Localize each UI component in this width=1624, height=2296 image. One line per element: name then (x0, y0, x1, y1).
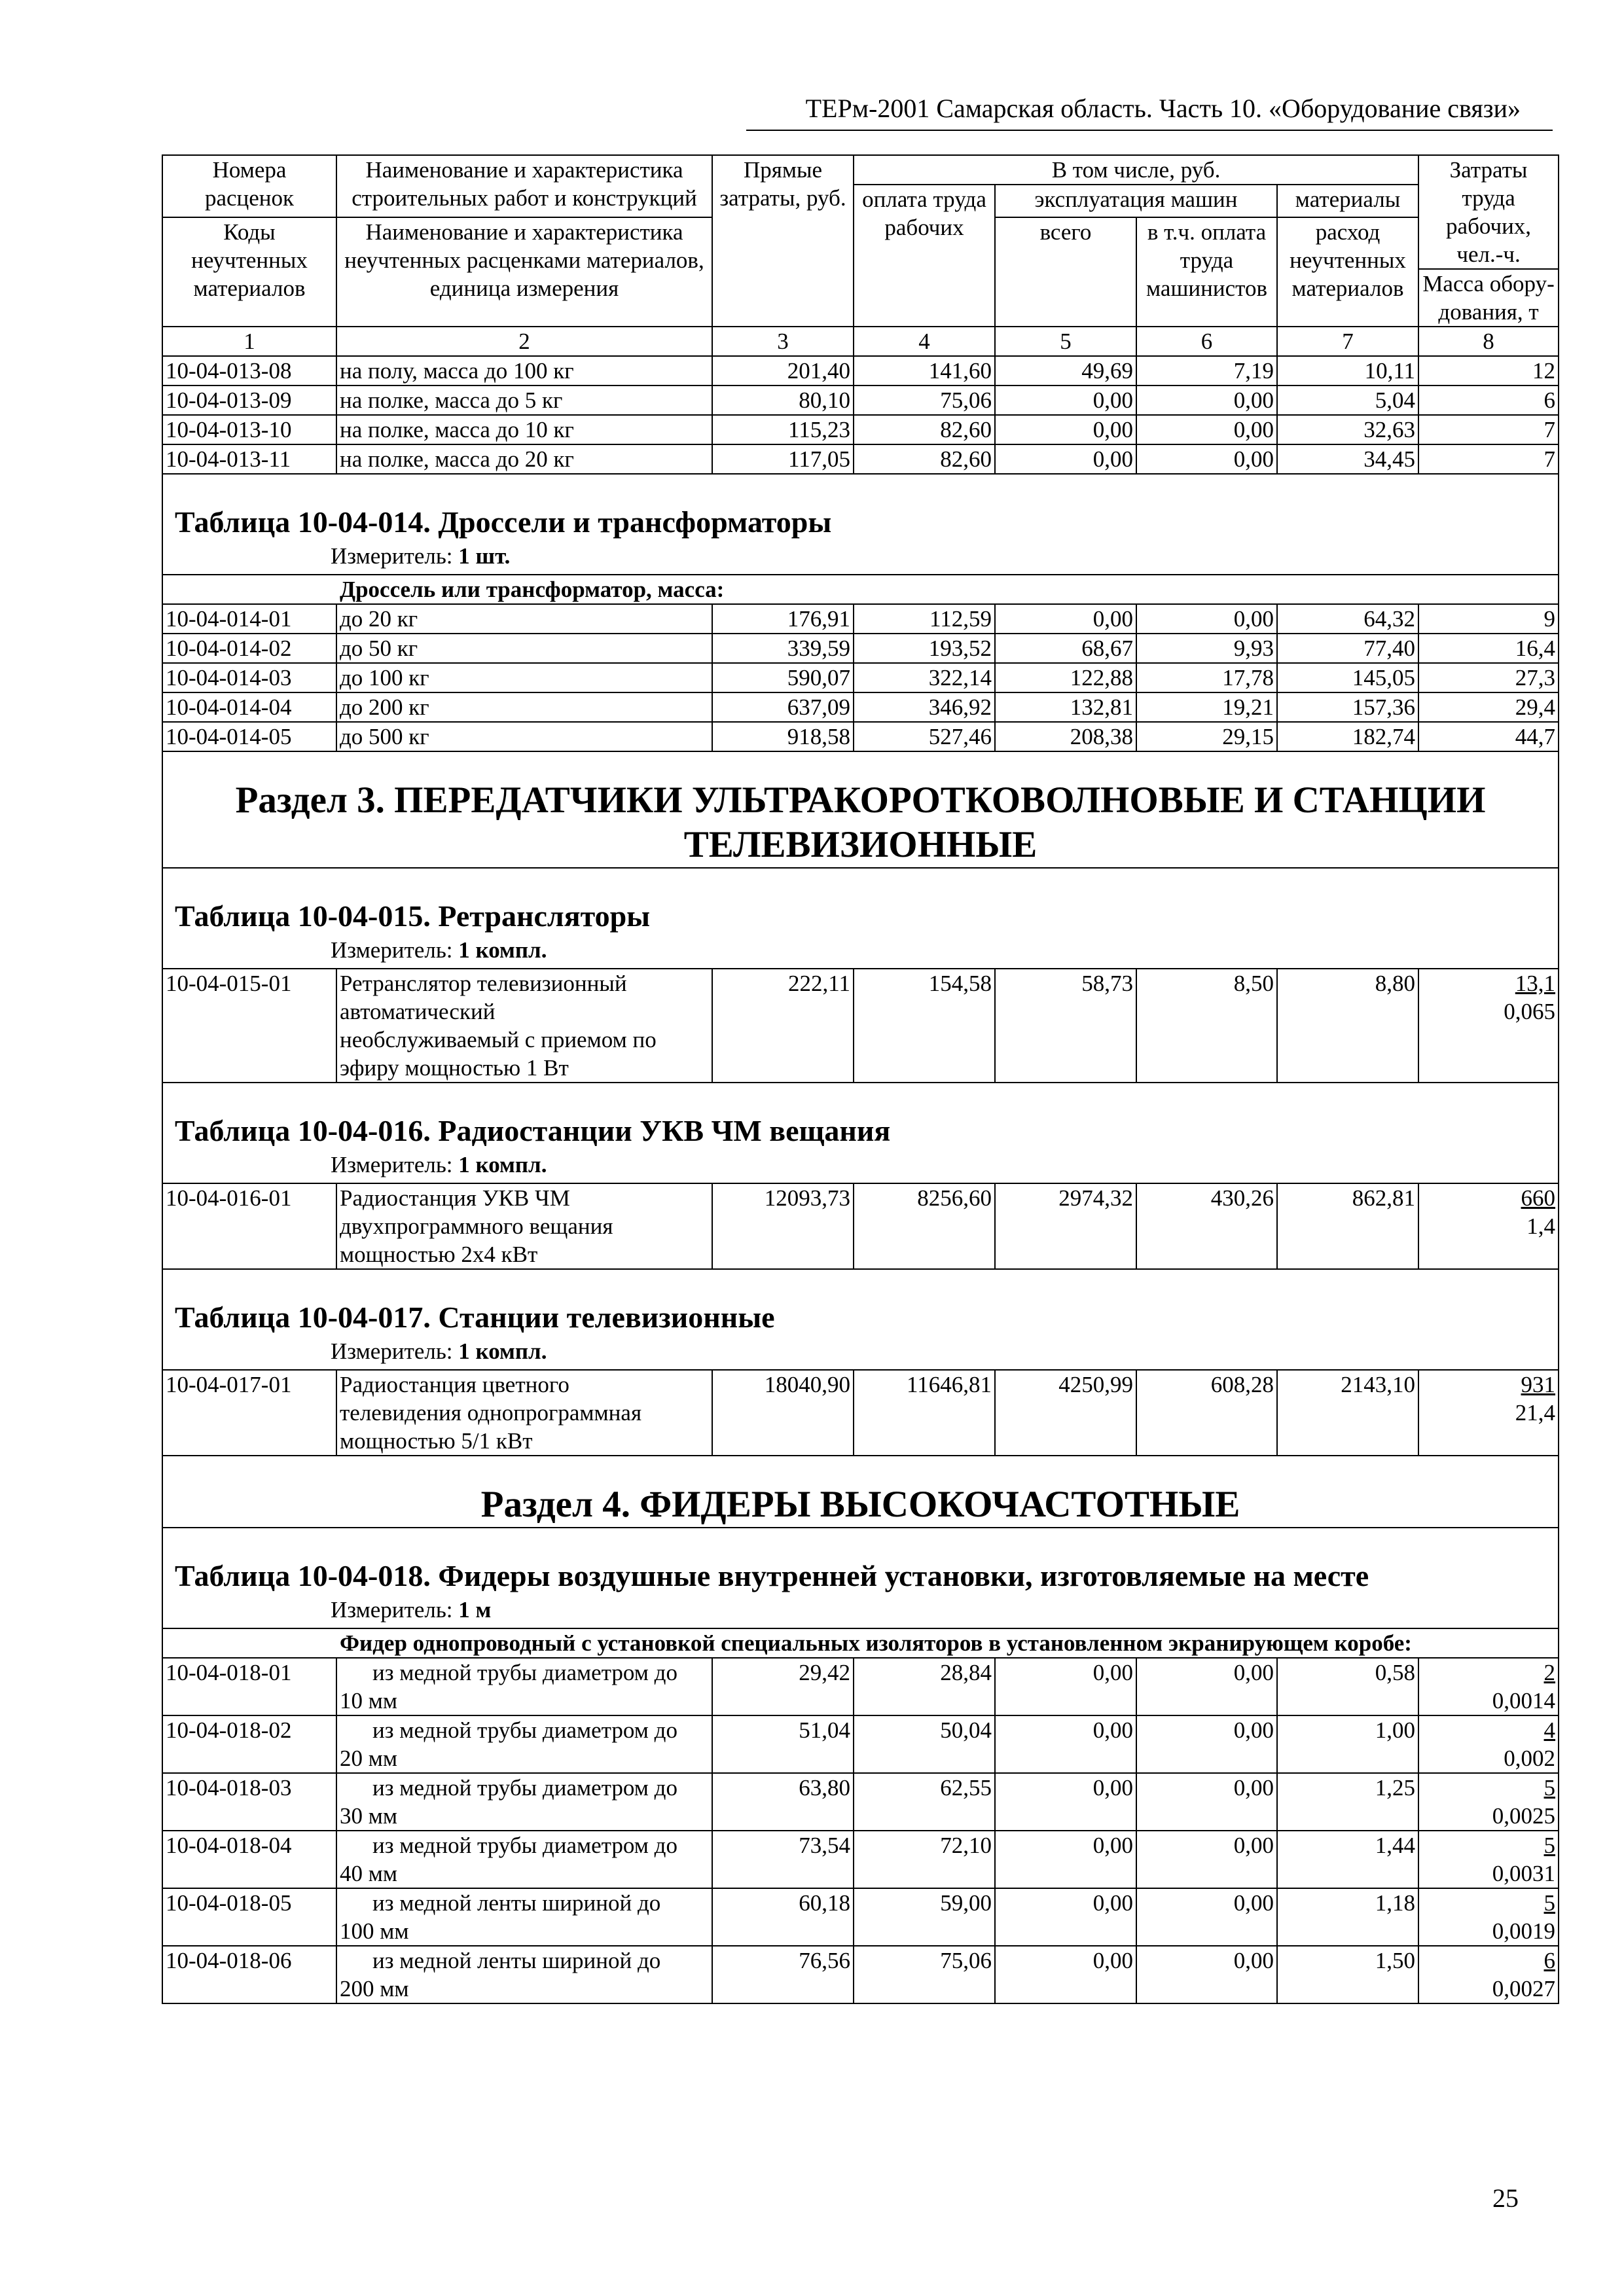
table-row (162, 386, 1559, 415)
measure-value: 1 компл. (458, 1152, 547, 1177)
labor-costs: 9 (1418, 604, 1559, 634)
header-name-bottom: Наименование и характеристика неучтенных расценками материалов, единица измерения (336, 217, 712, 327)
measure-label: Измеритель: (331, 937, 453, 963)
group-heading: Фидер однопроводный с установкой специальных изоляторов в установленном экранирующем коробе: (162, 1628, 1559, 1658)
measure-unit (175, 1336, 1546, 1367)
labor-pay: 82,60 (854, 415, 995, 444)
measure-unit (175, 541, 1546, 571)
labor-pay: 346,92 (854, 692, 995, 722)
labor-pay: 322,14 (854, 663, 995, 692)
table-title-cell (162, 1083, 1559, 1183)
machines-total: 0,00 (995, 415, 1136, 444)
header-labor-costs: Затраты труда рабочих, чел.-ч. (1418, 155, 1559, 269)
table-title: Таблица 10-04-017. Станции телевизионные (175, 1300, 775, 1334)
table-row (162, 692, 1559, 722)
work-description: до 100 кг (336, 663, 712, 692)
measure-label: Измеритель: (331, 1152, 453, 1177)
equipment-mass: 0,0014 (1492, 1688, 1556, 1713)
machines-total: 132,81 (995, 692, 1136, 722)
direct-costs: 590,07 (712, 663, 854, 692)
machinists-pay: 0,00 (1136, 444, 1277, 474)
labor-costs: 931 (1521, 1372, 1556, 1397)
measure-label: Измеритель: (331, 543, 453, 569)
materials: 5,04 (1277, 386, 1418, 415)
header-machines-total: всего (995, 217, 1136, 327)
machines-total: 0,00 (995, 1658, 1136, 1715)
labor-costs: 16,4 (1418, 634, 1559, 663)
header-including: В том числе, руб. (854, 155, 1418, 185)
labor-costs: 5 (1543, 1890, 1556, 1916)
work-description: из медной трубы диаметром до 10 мм (336, 1658, 712, 1715)
rate-code: 10-04-013-08 (162, 356, 336, 386)
rate-code: 10-04-018-04 (162, 1831, 336, 1888)
materials: 1,00 (1277, 1715, 1418, 1773)
machinists-pay: 29,15 (1136, 722, 1277, 751)
machinists-pay: 608,28 (1136, 1370, 1277, 1456)
header-direct-costs: Прямые затраты, руб. (712, 155, 854, 327)
column-number: 2 (336, 327, 712, 356)
work-description: из медной трубы диаметром до 20 мм (336, 1715, 712, 1773)
rate-code: 10-04-013-11 (162, 444, 336, 474)
machines-total: 122,88 (995, 663, 1136, 692)
materials: 1,44 (1277, 1831, 1418, 1888)
machines-total: 0,00 (995, 444, 1136, 474)
labor-pay: 141,60 (854, 356, 995, 386)
machines-total: 2974,32 (995, 1183, 1136, 1269)
labor-costs: 13,1 (1515, 971, 1556, 996)
machines-total: 58,73 (995, 969, 1136, 1083)
header-codes-top: Номера расценок (162, 155, 336, 217)
column-number: 7 (1277, 327, 1418, 356)
labor-costs: 7 (1418, 444, 1559, 474)
labor-pay: 527,46 (854, 722, 995, 751)
machines-total: 0,00 (995, 1831, 1136, 1888)
machinists-pay: 7,19 (1136, 356, 1277, 386)
machinists-pay: 0,00 (1136, 1773, 1277, 1831)
machinists-pay: 0,00 (1136, 1831, 1277, 1888)
rate-code: 10-04-013-10 (162, 415, 336, 444)
work-description: Ретранслятор телевизионный автоматический необслуживаемый с приемом по эфиру мощностью 1 Вт (336, 969, 712, 1083)
machines-total: 208,38 (995, 722, 1136, 751)
rate-code: 10-04-018-02 (162, 1715, 336, 1773)
labor-costs-cell (1418, 1831, 1559, 1888)
measure-label: Измеритель: (331, 1338, 453, 1364)
machines-total: 49,69 (995, 356, 1136, 386)
labor-costs: 7 (1418, 415, 1559, 444)
direct-costs: 339,59 (712, 634, 854, 663)
direct-costs: 637,09 (712, 692, 854, 722)
table-row (162, 1370, 1559, 1456)
work-description: Радиостанция цветного телевидения однопрограммная мощностью 5/1 кВт (336, 1370, 712, 1456)
work-description: на полу, масса до 100 кг (336, 356, 712, 386)
direct-costs: 76,56 (712, 1946, 854, 2003)
labor-costs: 660 (1521, 1185, 1556, 1211)
labor-pay: 28,84 (854, 1658, 995, 1715)
labor-costs: 5 (1543, 1833, 1556, 1858)
table-title-row (162, 1269, 1559, 1370)
direct-costs: 73,54 (712, 1831, 854, 1888)
measure-unit (175, 1150, 1546, 1180)
header-machinists-pay: в т.ч. оплата труда машинистов (1136, 217, 1277, 327)
section-heading: Раздел 3. ПЕРЕДАТЧИКИ УЛЬТРАКОРОТКОВОЛНОВЫЕ И СТАНЦИИ ТЕЛЕВИЗИОННЫЕ (162, 751, 1559, 868)
header-labor-pay: оплата труда рабочих (854, 185, 995, 327)
measure-value: 1 компл. (458, 937, 547, 963)
machinists-pay: 19,21 (1136, 692, 1277, 722)
labor-costs-cell (1418, 1715, 1559, 1773)
labor-costs: 6 (1543, 1948, 1556, 1973)
materials: 34,45 (1277, 444, 1418, 474)
work-description: на полке, масса до 5 кг (336, 386, 712, 415)
rate-code: 10-04-014-04 (162, 692, 336, 722)
direct-costs: 918,58 (712, 722, 854, 751)
machinists-pay: 0,00 (1136, 1946, 1277, 2003)
machines-total: 0,00 (995, 1773, 1136, 1831)
table-row (162, 1773, 1559, 1831)
table-row (162, 415, 1559, 444)
table-title: Таблица 10-04-016. Радиостанции УКВ ЧМ вещания (175, 1114, 891, 1147)
materials: 157,36 (1277, 692, 1418, 722)
direct-costs: 117,05 (712, 444, 854, 474)
work-description: из медной трубы диаметром до 30 мм (336, 1773, 712, 1831)
machinists-pay: 0,00 (1136, 415, 1277, 444)
materials: 0,58 (1277, 1658, 1418, 1715)
equipment-mass: 1,4 (1526, 1213, 1556, 1239)
direct-costs: 80,10 (712, 386, 854, 415)
direct-costs: 176,91 (712, 604, 854, 634)
labor-pay: 75,06 (854, 1946, 995, 2003)
work-description: до 500 кг (336, 722, 712, 751)
direct-costs: 63,80 (712, 1773, 854, 1831)
labor-pay: 193,52 (854, 634, 995, 663)
labor-pay: 112,59 (854, 604, 995, 634)
labor-pay: 72,10 (854, 1831, 995, 1888)
table-row (162, 634, 1559, 663)
labor-costs-cell (1418, 1183, 1559, 1269)
column-number: 8 (1418, 327, 1559, 356)
labor-costs-cell (1418, 1946, 1559, 2003)
labor-pay: 50,04 (854, 1715, 995, 1773)
header-materials: материалы (1277, 185, 1418, 217)
materials: 64,32 (1277, 604, 1418, 634)
table-row (162, 1946, 1559, 2003)
equipment-mass: 0,0031 (1492, 1861, 1556, 1886)
table-row (162, 722, 1559, 751)
materials: 1,50 (1277, 1946, 1418, 2003)
direct-costs: 60,18 (712, 1888, 854, 1946)
direct-costs: 29,42 (712, 1658, 854, 1715)
labor-costs: 5 (1543, 1775, 1556, 1801)
measure-label: Измеритель: (331, 1597, 453, 1623)
table-row (162, 604, 1559, 634)
labor-costs-cell (1418, 969, 1559, 1083)
direct-costs: 201,40 (712, 356, 854, 386)
labor-costs: 27,3 (1418, 663, 1559, 692)
labor-costs-cell (1418, 1370, 1559, 1456)
materials: 2143,10 (1277, 1370, 1418, 1456)
labor-pay: 75,06 (854, 386, 995, 415)
materials: 1,18 (1277, 1888, 1418, 1946)
direct-costs: 115,23 (712, 415, 854, 444)
materials: 10,11 (1277, 356, 1418, 386)
measure-unit (175, 1595, 1546, 1625)
table-row (162, 444, 1559, 474)
measure-value: 1 компл. (458, 1338, 547, 1364)
work-description: на полке, масса до 10 кг (336, 415, 712, 444)
section-row (162, 751, 1559, 868)
table-title-row (162, 868, 1559, 969)
labor-pay: 8256,60 (854, 1183, 995, 1269)
table-title-cell (162, 1528, 1559, 1628)
table-title: Таблица 10-04-018. Фидеры воздушные внутренней установки, изготовляемые на месте (175, 1559, 1369, 1592)
machinists-pay: 17,78 (1136, 663, 1277, 692)
materials: 145,05 (1277, 663, 1418, 692)
machines-total: 0,00 (995, 1946, 1136, 2003)
rate-code: 10-04-018-03 (162, 1773, 336, 1831)
materials: 77,40 (1277, 634, 1418, 663)
column-number: 1 (162, 327, 336, 356)
labor-costs-cell (1418, 1888, 1559, 1946)
machinists-pay: 430,26 (1136, 1183, 1277, 1269)
table-title-cell (162, 1269, 1559, 1370)
direct-costs: 222,11 (712, 969, 854, 1083)
rate-code: 10-04-016-01 (162, 1183, 336, 1269)
work-description: до 200 кг (336, 692, 712, 722)
machinists-pay: 0,00 (1136, 1658, 1277, 1715)
table-title: Таблица 10-04-014. Дроссели и трансформаторы (175, 505, 832, 539)
machinists-pay: 0,00 (1136, 1715, 1277, 1773)
equipment-mass: 0,0027 (1492, 1976, 1556, 2001)
column-numbers-row (162, 327, 1559, 356)
table-row (162, 1183, 1559, 1269)
table-title-cell (162, 474, 1559, 575)
machines-total: 68,67 (995, 634, 1136, 663)
table-row (162, 356, 1559, 386)
price-table (162, 154, 1559, 2004)
machinists-pay: 0,00 (1136, 1888, 1277, 1946)
table-title-cell (162, 868, 1559, 969)
table-row (162, 1658, 1559, 1715)
work-description: из медной ленты шириной до 100 мм (336, 1888, 712, 1946)
machines-total: 0,00 (995, 604, 1136, 634)
work-description: из медной ленты шириной до 200 мм (336, 1946, 712, 2003)
labor-pay: 82,60 (854, 444, 995, 474)
equipment-mass: 0,0025 (1492, 1803, 1556, 1829)
equipment-mass: 0,065 (1504, 999, 1556, 1024)
labor-costs: 6 (1418, 386, 1559, 415)
rate-code: 10-04-014-05 (162, 722, 336, 751)
rate-code: 10-04-014-03 (162, 663, 336, 692)
rate-code: 10-04-014-02 (162, 634, 336, 663)
column-number: 3 (712, 327, 854, 356)
header-equipment-mass: Масса обору-дования, т (1418, 269, 1559, 327)
materials: 32,63 (1277, 415, 1418, 444)
labor-costs: 2 (1543, 1660, 1556, 1685)
column-number: 6 (1136, 327, 1277, 356)
section-row (162, 1456, 1559, 1528)
table-row (162, 663, 1559, 692)
materials: 182,74 (1277, 722, 1418, 751)
equipment-mass: 0,002 (1504, 1746, 1556, 1771)
work-description: Радиостанция УКВ ЧМ двухпрограммного вещания мощностью 2х4 кВт (336, 1183, 712, 1269)
rate-code: 10-04-015-01 (162, 969, 336, 1083)
work-description: до 20 кг (336, 604, 712, 634)
measure-unit (175, 935, 1546, 965)
table-title-row (162, 474, 1559, 575)
equipment-mass: 0,0019 (1492, 1918, 1556, 1944)
direct-costs: 18040,90 (712, 1370, 854, 1456)
rate-code: 10-04-018-05 (162, 1888, 336, 1946)
machines-total: 0,00 (995, 1715, 1136, 1773)
labor-pay: 11646,81 (854, 1370, 995, 1456)
work-description: из медной трубы диаметром до 40 мм (336, 1831, 712, 1888)
page-number: 25 (1492, 2183, 1519, 2213)
equipment-mass: 21,4 (1515, 1400, 1556, 1426)
work-description: до 50 кг (336, 634, 712, 663)
machines-total: 0,00 (995, 1888, 1136, 1946)
labor-costs: 44,7 (1418, 722, 1559, 751)
table-row (162, 1831, 1559, 1888)
table-row (162, 969, 1559, 1083)
column-number: 4 (854, 327, 995, 356)
materials: 862,81 (1277, 1183, 1418, 1269)
page-header: ТЕРм-2001 Самарская область. Часть 10. «Оборудование связи» (805, 94, 1521, 123)
table-row (162, 1888, 1559, 1946)
header-materials-unaccounted: расход неучтенных материалов (1277, 217, 1418, 327)
rate-code: 10-04-018-06 (162, 1946, 336, 2003)
measure-value: 1 м (458, 1597, 492, 1623)
header-codes-bottom: Коды неучтенных материалов (162, 217, 336, 327)
direct-costs: 12093,73 (712, 1183, 854, 1269)
labor-costs-cell (1418, 1773, 1559, 1831)
labor-costs-cell (1418, 1658, 1559, 1715)
rate-code: 10-04-014-01 (162, 604, 336, 634)
machinists-pay: 9,93 (1136, 634, 1277, 663)
header-rule (746, 130, 1553, 131)
materials: 1,25 (1277, 1773, 1418, 1831)
header-machines: эксплуатация машин (995, 185, 1277, 217)
work-description: на полке, масса до 20 кг (336, 444, 712, 474)
machines-total: 0,00 (995, 386, 1136, 415)
column-number: 5 (995, 327, 1136, 356)
table-title-row (162, 1528, 1559, 1628)
materials: 8,80 (1277, 969, 1418, 1083)
labor-pay: 59,00 (854, 1888, 995, 1946)
labor-costs: 12 (1418, 356, 1559, 386)
labor-costs: 29,4 (1418, 692, 1559, 722)
header-name-top: Наименование и характеристика строительных работ и конструкций (336, 155, 712, 217)
group-row (162, 575, 1559, 604)
machinists-pay: 0,00 (1136, 604, 1277, 634)
labor-pay: 62,55 (854, 1773, 995, 1831)
group-row (162, 1628, 1559, 1658)
labor-pay: 154,58 (854, 969, 995, 1083)
rate-code: 10-04-017-01 (162, 1370, 336, 1456)
rate-code: 10-04-013-09 (162, 386, 336, 415)
direct-costs: 51,04 (712, 1715, 854, 1773)
machinists-pay: 0,00 (1136, 386, 1277, 415)
section-heading: Раздел 4. ФИДЕРЫ ВЫСОКОЧАСТОТНЫЕ (162, 1456, 1559, 1528)
rate-code: 10-04-018-01 (162, 1658, 336, 1715)
group-heading: Дроссель или трансформатор, масса: (162, 575, 1559, 604)
table-row (162, 1715, 1559, 1773)
machinists-pay: 8,50 (1136, 969, 1277, 1083)
machines-total: 4250,99 (995, 1370, 1136, 1456)
measure-value: 1 шт. (458, 543, 511, 569)
table-title: Таблица 10-04-015. Ретрансляторы (175, 899, 651, 933)
table-title-row (162, 1083, 1559, 1183)
labor-costs: 4 (1543, 1717, 1556, 1743)
